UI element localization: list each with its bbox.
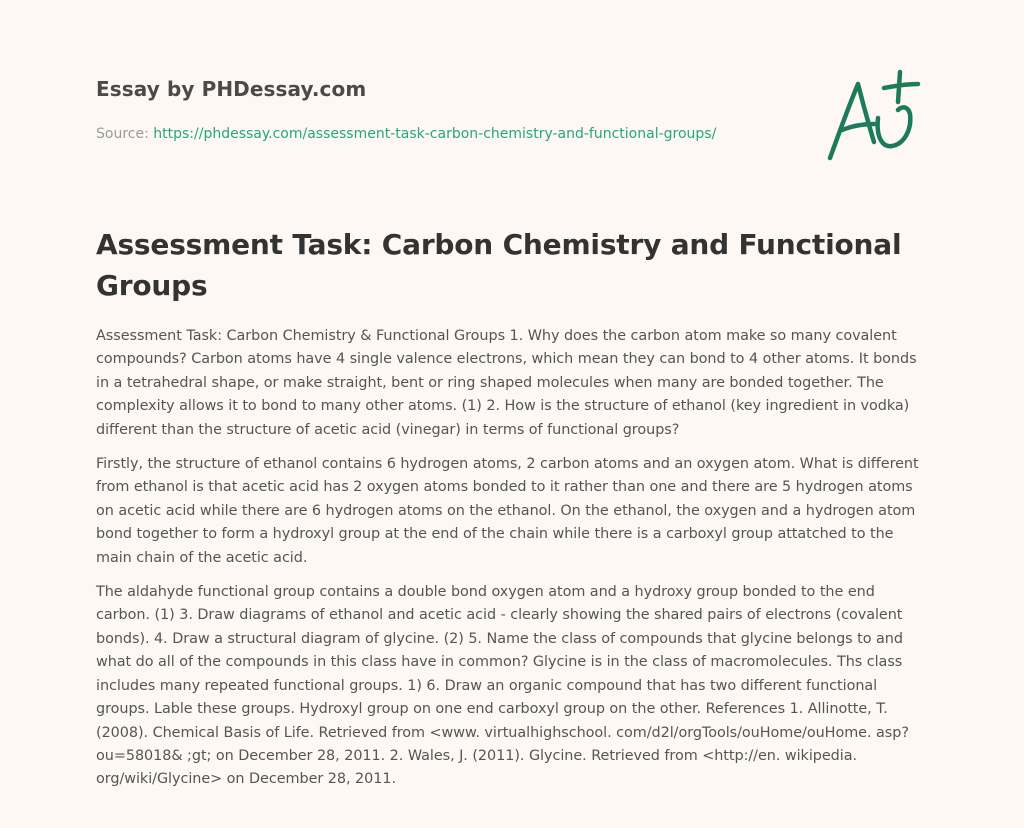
site-brand: Essay by PHDessay.com <box>96 77 367 101</box>
source-link[interactable]: https://phdessay.com/assessment-task-carbon-chemistry-and-functional-groups/ <box>153 126 717 142</box>
page-header <box>96 74 796 144</box>
a-plus-grade-icon <box>822 66 932 166</box>
essay-paragraph: The aldahyde functional group contains a double bond oxygen atom and a hydroxy group bonded to the end carbon. (1) 3. Draw diagrams of ethanol and acetic acid - clearly showing the shared pairs of electrons (covalent bonds). 4. Draw a structural diagram of glycine. (2) 5. Name the class of compounds that glycine belongs to and what do all of the compounds in this class have in common? Glycine is in the class of macromolecules. Ths class includes many repeated functional groups. 1) 6. Draw an organic compound that has two different functional groups. Lable these groups. Hydroxyl group on one end carboxyl group on the other. References 1. Allinotte, T. (2008). Chemical Basis of Life. Retrieved from <www. virtualhighschool. com/d2l/orgTools/ouHome/ouHome. asp? ou=58018& ;gt; on December 28, 2011. 2. Wales, J. (2011). Glycine. Retrieved from <http://en. wikipedia. org/wiki/Glycine> on December 28, 2011. <box>96 584 909 788</box>
page-title: Assessment Task: Carbon Chemistry and Functional Groups <box>96 228 902 302</box>
source-label: Source: <box>96 126 154 142</box>
essay-paragraph: Firstly, the structure of ethanol contains 6 hydrogen atoms, 2 carbon atoms and an oxygen atom. What is different from ethanol is that acetic acid has 2 oxygen atoms bonded to it rather than one and there are 5 hydrogen atoms on acetic acid while there are 6 hydrogen atoms on the ethanol. On the ethanol, the oxygen and a hydrogen atom bond together to form a hydroxyl group at the end of the chain while there is a carboxyl group attatched to the main chain of the acetic acid. <box>96 456 919 566</box>
source-line <box>96 124 796 144</box>
essay-paragraph: Assessment Task: Carbon Chemistry & Functional Groups 1. Why does the carbon atom make so many covalent compounds? Carbon atoms have 4 single valence electrons, which mean they can bond to 4 other atoms. It bonds in a tetrahedral shape, or make straight, bent or ring shaped molecules when many are bonded together. The complexity allows it to bond to many other atoms. (1) 2. How is the structure of ethanol (key ingredient in vodka) different than the structure of acetic acid (vinegar) in terms of functional groups? <box>96 328 917 438</box>
essay-body <box>96 325 928 803</box>
